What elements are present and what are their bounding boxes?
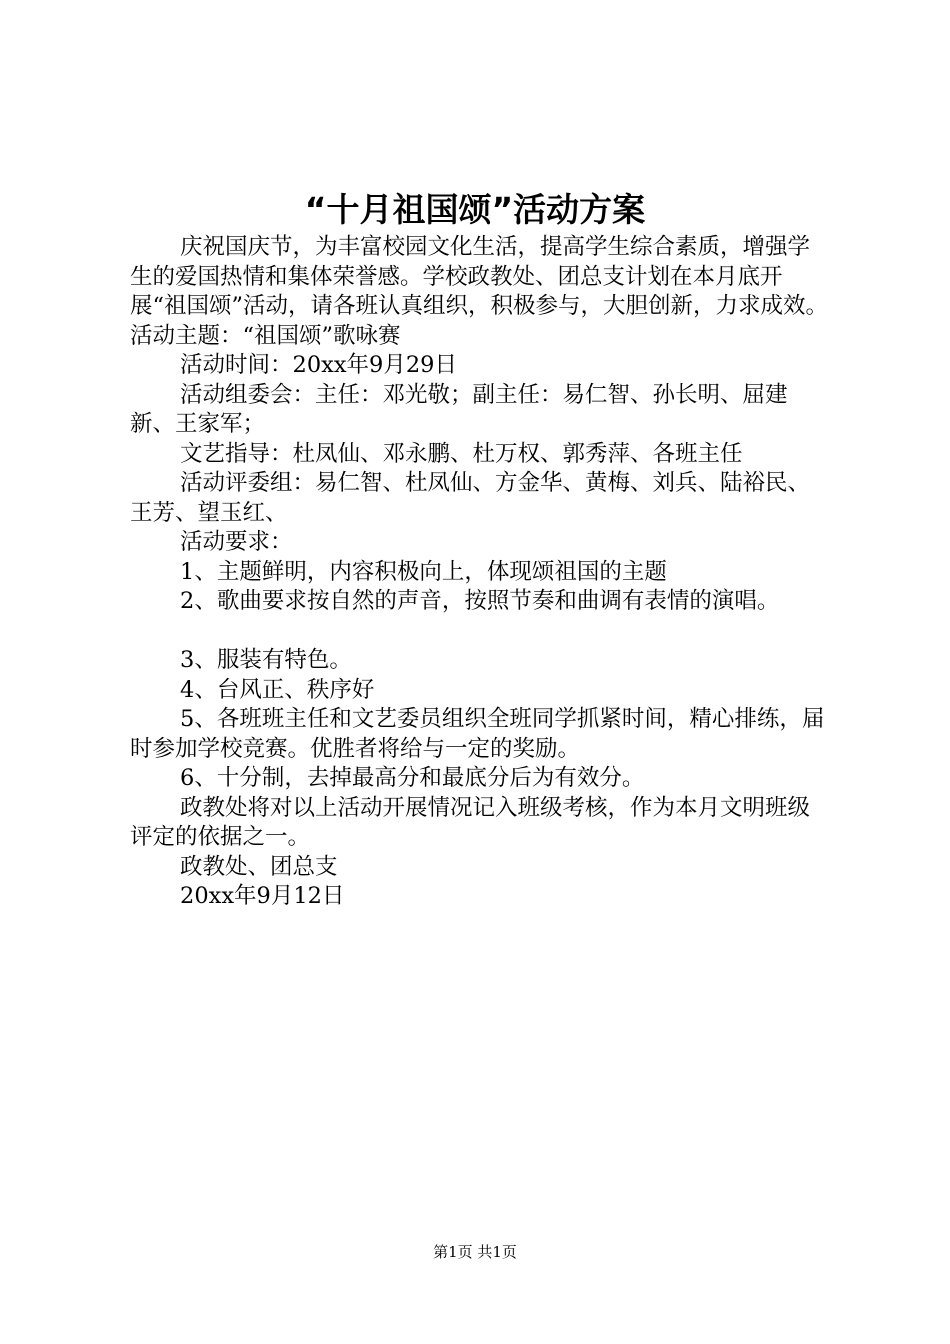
organizing-committee: 活动组委会：主任：邓光敬；副主任：易仁智、孙长明、屈建新、王家军； bbox=[130, 381, 788, 437]
issue-date: 20xx年9月12日 bbox=[180, 883, 345, 909]
document-body bbox=[130, 233, 830, 912]
document-title: “十月祖国颂”活动方案 bbox=[304, 190, 646, 229]
requirement-item-2: 2、歌曲要求按自然的声音，按照节奏和曲调有表情的演唱。 bbox=[180, 588, 780, 614]
judging-panel: 活动评委组：易仁智、杜凤仙、方金华、黄梅、刘兵、陆裕民、王芳、望玉红、 bbox=[130, 470, 811, 526]
activity-time: 活动时间：20xx年9月29日 bbox=[180, 352, 457, 378]
requirements-heading: 活动要求： bbox=[180, 529, 293, 555]
intro-paragraph: 庆祝国庆节，为丰富校园文化生活，提高学生综合素质，增强学生的爱国热情和集体荣誉感。学校政教处、团总支计划在本月底开展“祖国颂”活动，请各班认真组织，积极参与，大胆创新，力求成效。活动主题：“祖国颂”歌咏赛 bbox=[130, 234, 829, 349]
requirement-item-1: 1、主题鲜明，内容积极向上，体现颂祖国的主题 bbox=[180, 558, 667, 585]
issuer-signature: 政教处、团总支 bbox=[180, 853, 338, 880]
page-footer: 第1页 共1页 bbox=[433, 1243, 517, 1261]
blank-line bbox=[130, 617, 830, 647]
requirement-item-4: 4、台风正、秩序好 bbox=[180, 676, 375, 703]
art-guidance: 文艺指导：杜凤仙、邓永鹏、杜万权、郭秀萍、各班主任 bbox=[180, 440, 743, 467]
requirement-item-6: 6、十分制，去掉最高分和最底分后为有效分。 bbox=[180, 765, 645, 791]
requirement-item-3: 3、服装有特色。 bbox=[180, 647, 352, 673]
requirement-item-5: 5、各班班主任和文艺委员组织全班同学抓紧时间，精心排练，届时参加学校竞赛。优胜者将给与一定的奖励。 bbox=[130, 706, 825, 762]
assessment-note: 政教处将对以上活动开展情况记入班级考核，作为本月文明班级评定的依据之一。 bbox=[130, 794, 811, 850]
